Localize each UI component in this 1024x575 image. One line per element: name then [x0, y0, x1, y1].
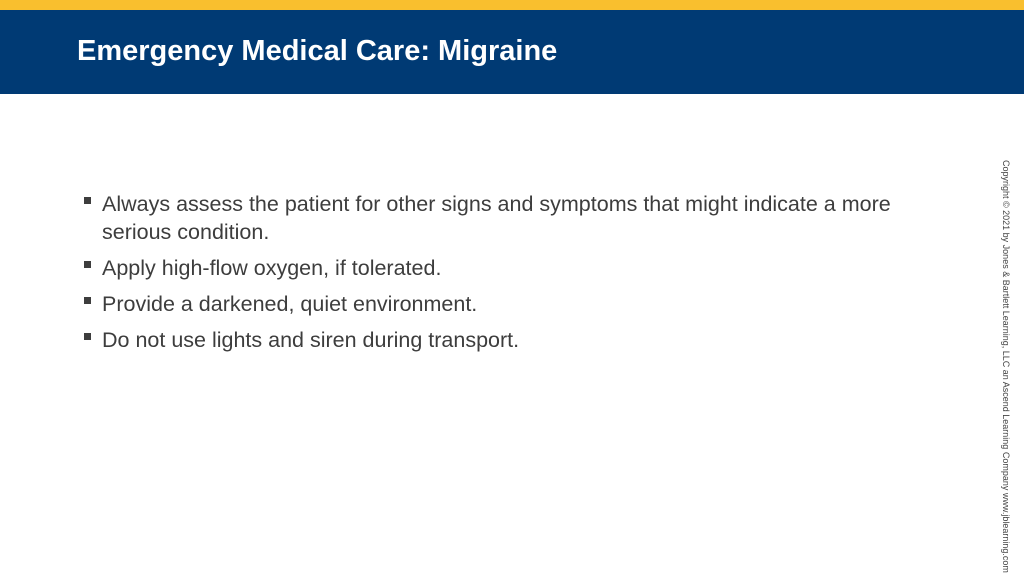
bullet-item	[84, 326, 914, 354]
bullet-item	[84, 190, 914, 246]
bullet-item	[84, 254, 914, 282]
slide-title: Emergency Medical Care: Migraine	[77, 35, 558, 67]
bullet-text: Do not use lights and siren during transport.	[102, 328, 520, 352]
bullet-text: Provide a darkened, quiet environment.	[102, 292, 478, 316]
square-bullet-icon	[84, 261, 91, 268]
bullet-list	[84, 190, 914, 362]
bullet-text: Always assess the patient for other signs and symptoms that might indicate a more serious condition.	[102, 192, 891, 244]
bullet-item	[84, 290, 914, 318]
bullet-text: Apply high-flow oxygen, if tolerated.	[102, 256, 442, 280]
copyright-notice: Copyright © 2021 by Jones & Bartlett Learning, LLC an Ascend Learning Company www.jblearning.com	[1001, 160, 1011, 573]
square-bullet-icon	[84, 297, 91, 304]
square-bullet-icon	[84, 197, 91, 204]
square-bullet-icon	[84, 333, 91, 340]
accent-stripe	[0, 0, 1024, 10]
